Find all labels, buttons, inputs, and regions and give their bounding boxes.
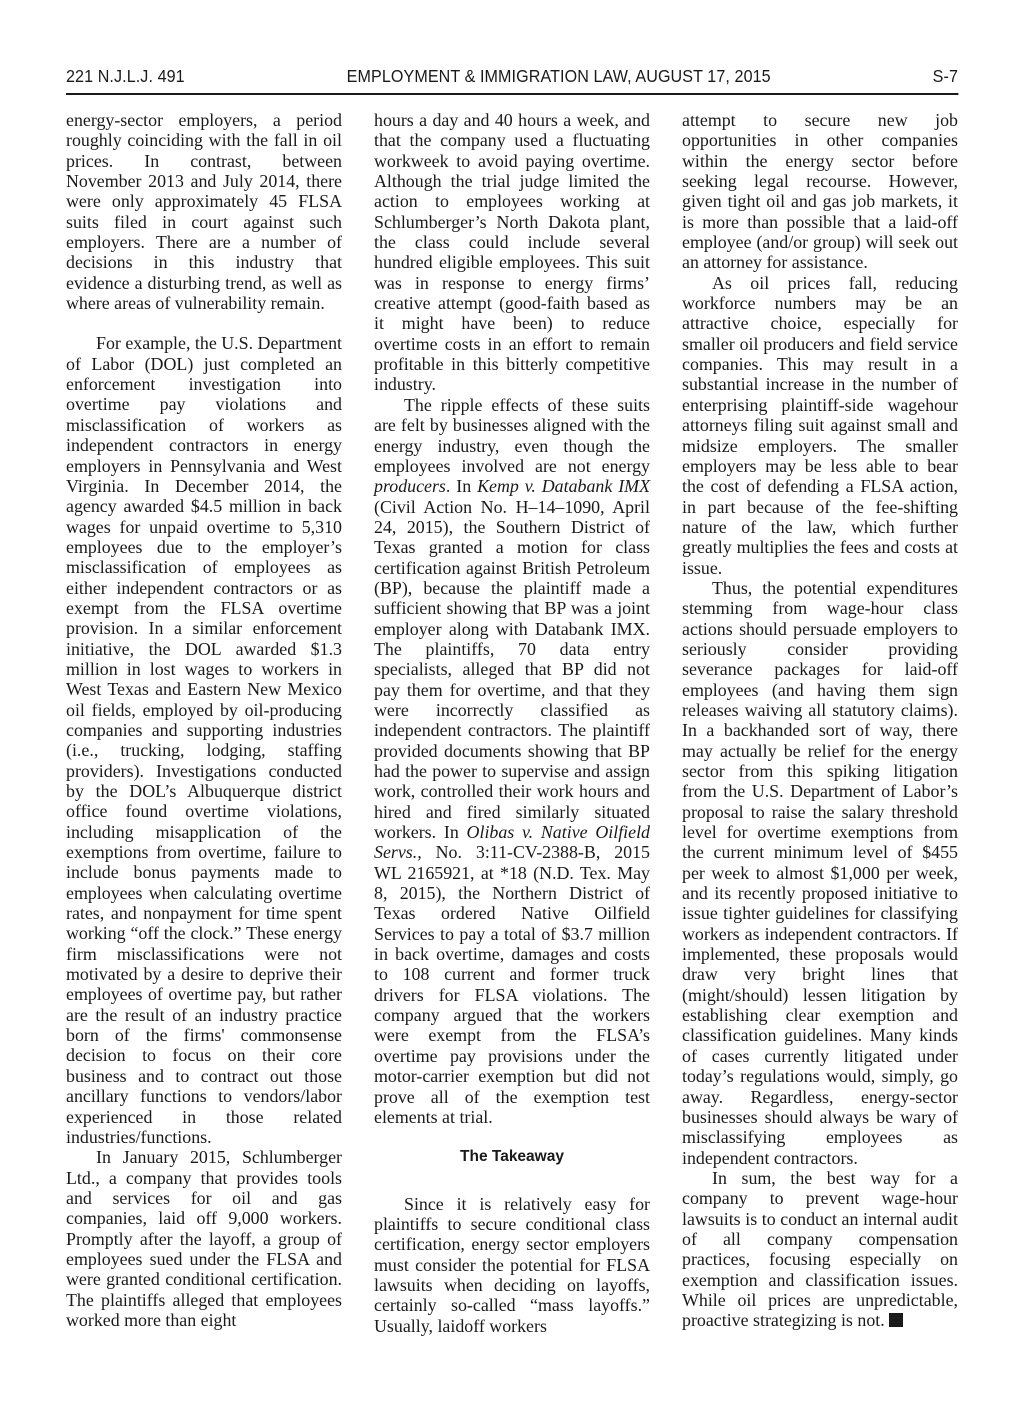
column-1 [66,110,342,1336]
text-run: The ripple effects of these suits are felt by businesses aligned with the energy industry, even though the employees involved are not energy [374,394,650,476]
issue-title: EMPLOYMENT & IMMIGRATION LAW, AUGUST 17, 2015 [346,66,771,86]
page-number: S-7 [932,66,959,86]
column-2 [374,110,650,1336]
end-mark-icon [889,1313,903,1327]
paragraph: In January 2015, Schlumberger Ltd., a company that provides tools and services for oil and gas companies, laid off 9,000 workers. Promptly after the layoff, a group of employees sued under the FLSA and were granted conditional certification. The plaintiffs alleged that employees worked more than eight [66,1147,342,1330]
case-name: Kemp v. Databank IMX [477,476,650,497]
case-name: Olibas v. Native Oilfield Servs., [374,822,651,863]
journal-citation: 221 N.J.L.J. 491 [66,66,185,86]
paragraph: Since it is relatively easy for plaintiffs to secure conditional class certification, energy sector employers must consider the potential for FLSA lawsuits when deciding on layoffs, certainly so-called “mass layoffs.” Usually, laidoff workers [374,1193,650,1336]
text-run: (Civil Action No. H–14–1090, April 24, 2015), the Southern District of Texas granted a motion for class certification against British Petroleum (BP), because the plaintiff made a sufficient showing that BP was a joint employer along with Databank IMX. The plaintiffs, 70 data entry specialists, alleged that BP did not pay them for overtime, and that they were incorrectly classified as independent contractors. The plaintiff provided documents showing that BP had the power to supervise and assign work, controlled their work hours and hired and fired similarly situated workers. In [374,496,650,843]
section-heading: The Takeaway [460,1148,564,1166]
paragraph [682,1168,958,1331]
running-header [66,66,958,95]
italic-text: producers [374,476,446,497]
paragraph: For example, the U.S. Department of Labor (DOL) just completed an enforcement investigation into overtime pay violations and misclassification of workers as independent contractors in energy employers in Pennsylvania and West Virginia. In December 2014, the agency awarded $4.5 million in back wages for unpaid overtime to 5,310 employees due to the employer’s misclassification of employees as either independent contractors or as exempt from the FLSA overtime provision. In a similar enforcement initiative, the DOL awarded $1.3 million in lost wages to workers in West Texas and Eastern New Mexico oil fields, employed by oil-producing companies and supporting industries (i.e., trucking, lodging, staffing providers). Investigations conducted by the DOL’s Albuquerque district office found overtime violations, including misapplication of the exemptions from overtime, failure to include bonus payments made to employees when calculating overtime rates, and nonpayment for time spent working “off the clock.” These energy firm misclassifications were not motivated by a desire to deprive their employees of overtime pay, but rather are the result of an industry practice born of the firms' commonsense decision to focus on their core business and to contract out those ancillary functions to vendors/labor experienced in those related industries/functions. [66,333,342,1147]
article-body [66,110,958,1336]
paragraph: Thus, the potential expenditures stemming from wage-hour class actions should persuade employers to seriously consider providing severance packages for laid-off employees (and having them sign releases waiving all statutory claims). In a backhanded sort of way, there may actually be relief for the energy sector from this spiking litigation from the U.S. Department of Labor’s proposal to raise the salary threshold level for overtime exemptions from the current minimum level of $455 per week to almost $1,000 per week, and its recently proposed initiative to issue tighter guidelines for classifying workers as independent contractors. If implemented, these proposals would draw very bright lines that (might/should) lessen litigation by establishing clear exemption and classification guidelines. Many kinds of cases currently litigated under today’s regulations would, simply, go away. Regardless, energy-sector businesses should always be wary of misclassifying employees as independent contractors. [682,577,958,1168]
paragraph [374,395,650,1127]
text-run: . In [445,476,478,497]
text-run: No. 3:11-CV-2388-B, 2015 WL 2165921, at *18 (N.D. Tex. May 8, 2015), the Northern District of Texas ordered Native Oilfield Services to pay a total of $3.7 million in back overtime, damages and costs to 108 current and former truck drivers for FLSA violations. The company argued that the workers were exempt from the FLSA’s overtime pay provisions under the motor-carrier exemption but did not prove all of the exemption test elements at trial. [374,842,650,1127]
paragraph: energy-sector employers, a period roughly coinciding with the fall in oil prices. In contrast, between November 2013 and July 2014, there were only approximately 45 FLSA suits filed in court against such employers. There are a number of decisions in this industry that evidence a disturbing trend, as well as where areas of vulnerability remain. [66,110,342,314]
paragraph: As oil prices fall, reducing workforce numbers may be an attractive choice, especially for smaller oil producers and field service companies. This may result in a substantial increase in the number of enterprising plaintiff-side wagehour attorneys filing suit against small and midsize employers. The smaller employers may be less able to bear the cost of defending a FLSA action, in part because of the fee-shifting nature of the law, which further greatly multiplies the fees and costs at issue. [682,272,958,578]
paragraph: attempt to secure new job opportunities in other companies within the energy sector before seeking legal recourse. However, given tight oil and gas job markets, it is more than possible that a laid-off employee (and/or group) will seek out an attorney for assistance. [682,110,958,273]
paragraph: hours a day and 40 hours a week, and that the company used a fluctuating workweek to avoid paying overtime. Although the trial judge limited the action to employees working at Schlumberger’s North Dakota plant, the class could include several hundred eligible employees. This suit was in response to energy firms’ creative attempt (good-faith based as it might have been) to reduce overtime costs in an effort to remain profitable in this bitterly competitive industry. [374,110,650,395]
column-3 [682,110,958,1336]
text-run: In sum, the best way for a company to prevent wage-hour lawsuits is to conduct an internal audit of all company compensation practices, focusing especially on exemption and classification issues. While oil prices are unpredictable, proactive strategizing is not. [682,1167,958,1331]
